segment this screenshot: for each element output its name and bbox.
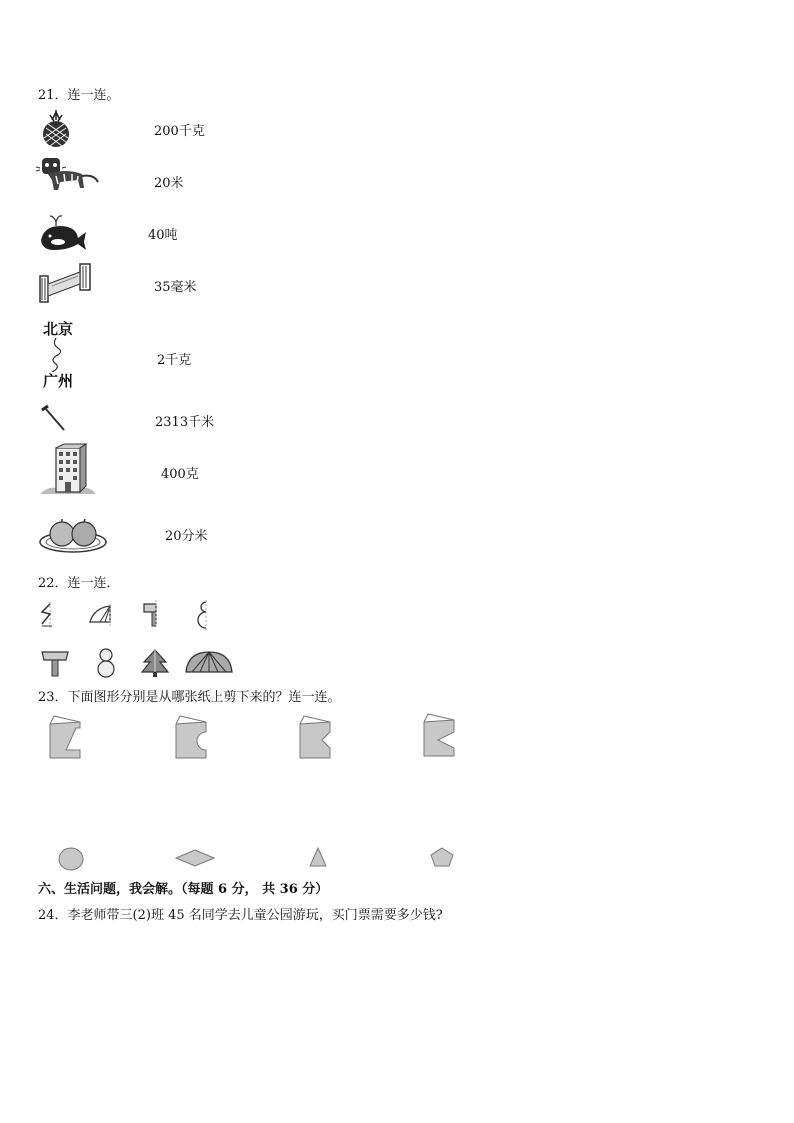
q21-value-7: 400克: [161, 467, 199, 482]
q21-value-5: 2千克: [157, 353, 192, 368]
q21-value-1: 200千克: [154, 124, 205, 139]
umbrella-whole-icon: [184, 650, 234, 676]
map-label-beijing: 北京: [43, 320, 74, 338]
snowman-half-icon: [196, 600, 212, 630]
lamp-whole-icon: [40, 648, 70, 678]
q21-value-4: 35毫米: [154, 280, 197, 295]
tiger-icon: [36, 156, 102, 194]
folded-paper-4: [422, 712, 458, 758]
map-label-guangzhou: 广州: [43, 372, 74, 390]
section-6-title: 六、生活问题，我会解。（每题 6 分， 共 36 分）: [38, 882, 329, 897]
q21-value-6: 2313千米: [155, 415, 215, 430]
umbrella-half-icon: [88, 604, 114, 626]
pentagon-shape: [429, 846, 455, 868]
folded-paper-1: [48, 714, 84, 760]
q23-title: 23．下面图形分别是从哪张纸上剪下来的？连一连。: [38, 690, 341, 705]
rhombus-shape: [174, 848, 216, 868]
oranges-plate-icon: [38, 514, 108, 554]
pineapple-icon: [38, 110, 74, 148]
q24-text: 24．李老师带三(2)班 45 名同学去儿童公园游玩，买门票需要多少钱?: [38, 908, 443, 923]
circle-shape: [57, 846, 85, 872]
beijing-guangzhou-route-icon: [40, 318, 84, 392]
q21-value-3: 40吨: [148, 228, 178, 243]
zigzag-half-icon: [40, 602, 60, 628]
whale-icon: [38, 212, 88, 252]
q21-value-8: 20分米: [165, 529, 208, 544]
folded-paper-2: [174, 714, 210, 760]
snowman-whole-icon: [94, 648, 118, 678]
triangle-shape: [308, 846, 328, 868]
tree-whole-icon: [140, 648, 170, 678]
nail-icon: [40, 404, 70, 432]
q22-title: 22．连一连．: [38, 576, 120, 591]
folded-paper-3: [298, 714, 334, 760]
q21-value-2: 20米: [154, 176, 184, 191]
lamp-half-icon: [142, 600, 162, 628]
q21-title: 21．连一连。: [38, 88, 120, 103]
bed-icon: [38, 262, 92, 304]
building-icon: [38, 442, 98, 498]
